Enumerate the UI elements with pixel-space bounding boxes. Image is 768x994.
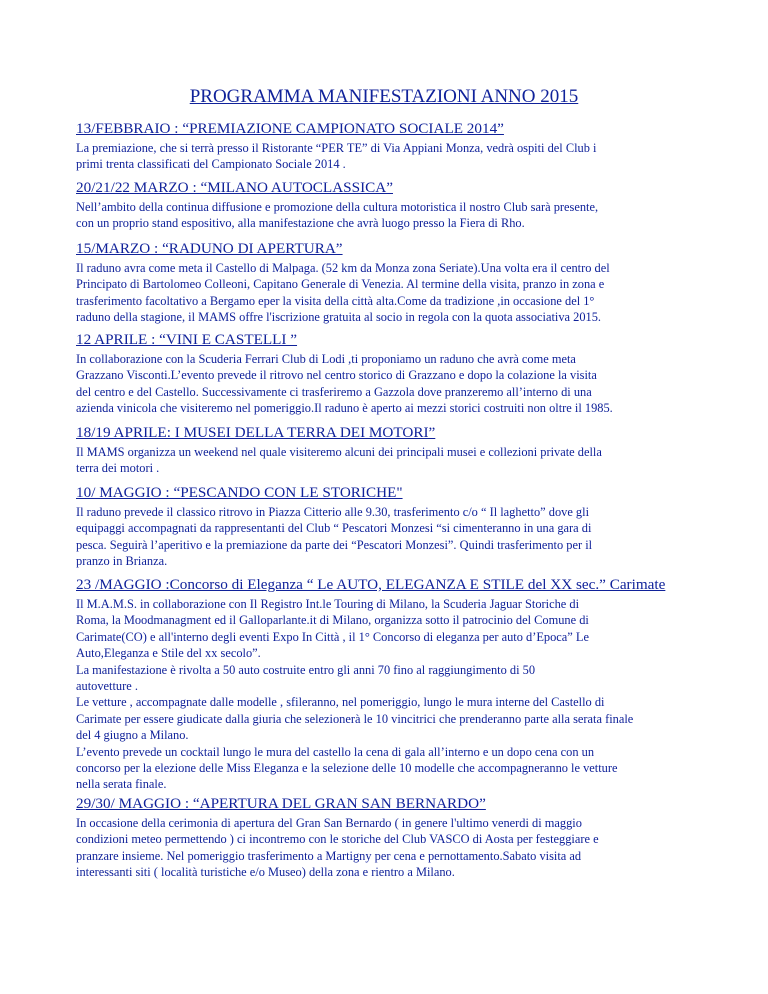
event-description [76,260,696,326]
text-line: nella serata finale. [76,777,167,792]
text-line: del centro e del Castello. Successivamente ci trasferiremo a Gazzola dove pranzeremo all’interno di una [76,384,592,399]
text-line: Carimate(CO) e all'interno degli eventi Expo In Città , il 1° Concorso di eleganza per auto d’Epoca” Le [76,629,589,644]
text-line: Il raduno prevede il classico ritrovo in Piazza Citterio alle 9.30, trasferimento c/o “ Il laghetto” dove gli [76,505,590,519]
event-vini-castelli [76,331,696,417]
text-line: con un proprio stand espositivo, alla manifestazione che avrà luogo presso la Fiera di Rho. [76,216,525,231]
event-pescando-storiche [76,484,696,570]
text-line: Il M.A.M.S. in collaborazione con Il Registro Int.le Touring di Milano, la Scuderia Jaguar Storiche di [76,597,580,611]
text-line: azienda vinicola che visiteremo nel pomeriggio.Il raduno è aperto ai mezzi storici costruiti non oltre il 1985. [76,401,613,416]
text-line: primi trenta classificati del Campionato Sociale 2014 . [76,157,346,172]
text-line: pranzo in Brianza. [76,554,168,569]
event-heading: 29/30/ MAGGIO : “APERTURA DEL GRAN SAN BERNARDO” [76,795,486,812]
event-heading: 13/FEBBRAIO : “PREMIAZIONE CAMPIONATO SOCIALE 2014” [76,120,504,137]
text-line: equipaggi accompagnati da rappresentanti del Club “ Pescatori Monzesi “si cimenteranno in una gara di [76,521,592,536]
event-description [76,504,696,570]
event-heading: 23 /MAGGIO :Concorso di Eleganza “ Le AUTO, ELEGANZA E STILE del XX sec.” Carimate [76,576,666,593]
text-line: Carimate per essere giudicate dalla giuria che selezionerà le 10 vincitrici che prenderanno parte alla serata finale [76,711,634,726]
text-line: La manifestazione è rivolta a 50 auto costruite entro gli anni 70 fino al raggiungimento di 50 [76,662,536,677]
text-line: In occasione della cerimonia di apertura del Gran San Bernardo ( in genere l'ultimo venerdi di maggio [76,816,582,830]
text-line: terra dei motori . [76,461,160,476]
text-line: Le vetture , accompagnate dalle modelle , sfileranno, nel pomeriggio, lungo le mura interne del Castello di [76,695,605,710]
event-musei-terra-motori [76,424,696,477]
text-line: interessanti siti ( località turistiche e/o Museo) della zona e rientro a Milano. [76,865,455,880]
event-description [76,140,696,173]
text-line: raduno della stagione, il MAMS offre l'iscrizione gratuita al socio in regola con la quota associativa 2015. [76,310,602,325]
text-line: La premiazione, che si terrà presso il Ristorante “PER TE” di Via Appiani Monza, vedrà ospiti del Club i [76,141,597,155]
event-description [76,596,696,793]
page-title: PROGRAMMA MANIFESTAZIONI ANNO 2015 [189,86,579,107]
text-line: Auto,Eleganza e Stile del xx secolo”. [76,646,261,661]
text-line: Grazzano Visconti.L’evento prevede il ritrovo nel centro storico di Grazzano e dopo la colazione la visita [76,368,597,383]
text-line: concorso per la elezione delle Miss Eleganza e la selezione delle 10 modelle che accompagneranno le vetture [76,761,618,776]
text-line: Roma, la Moodmanagment ed il Galloparlante.it di Milano, organizza sotto il patrocinio del Comune di [76,613,589,628]
event-heading: 20/21/22 MARZO : “MILANO AUTOCLASSICA” [76,179,393,196]
event-milano-autoclassica [76,179,696,232]
event-heading: 18/19 APRILE: I MUSEI DELLA TERRA DEI MOTORI” [76,424,436,441]
event-heading: 15/MARZO : “RADUNO DI APERTURA” [76,240,343,257]
event-description [76,199,696,232]
event-description [76,351,696,417]
text-line: Nell’ambito della continua diffusione e promozione della cultura motoristica il nostro Club sarà presente, [76,200,599,214]
event-description [76,815,696,881]
text-line: pranzare insieme. Nel pomeriggio trasferimento a Martigny per cena e pernottamento.Sabato visita ad [76,848,582,863]
text-line: Il raduno avra come meta il Castello di Malpaga. (52 km da Monza zona Seriate).Una volta era il centro del [76,261,610,275]
event-description [76,444,696,477]
text-line: del 4 giugno a Milano. [76,728,189,743]
event-concorso-eleganza [76,576,696,793]
event-heading: 10/ MAGGIO : “PESCANDO CON LE STORICHE" [76,484,403,501]
event-premiazione [76,120,696,173]
text-line: condizioni meteo permettendo ) ci incontremo con le storiche del Club VASCO di Aosta per festeggiare e [76,832,599,847]
text-line: trasferimento facoltativo a Bergamo eper la visita della città alta.Come da tradizione ,in occasione del 1° [76,293,595,308]
text-line: In collaborazione con la Scuderia Ferrari Club di Lodi ,ti proponiamo un raduno che avrà come meta [76,352,576,366]
text-line: Principato di Bartolomeo Colleoni, Capitano Generale di Venezia. Al termine della visita, pranzo in zona e [76,277,605,292]
event-raduno-apertura [76,240,696,326]
text-line: Il MAMS organizza un weekend nel quale visiteremo alcuni dei principali musei e collezioni private della [76,445,602,459]
text-line: L’evento prevede un cocktail lungo le mura del castello la cena di gala all’interno e un dopo cena con un [76,744,595,759]
text-line: autovetture . [76,679,138,694]
text-line: pesca. Seguirà l’aperitivo e la premiazione da parte dei “Pescatori Monzesi”. Quindi trasferimento per il [76,537,593,552]
event-gran-san-bernardo [76,795,696,881]
event-heading: 12 APRILE : “VINI E CASTELLI ” [76,331,298,348]
